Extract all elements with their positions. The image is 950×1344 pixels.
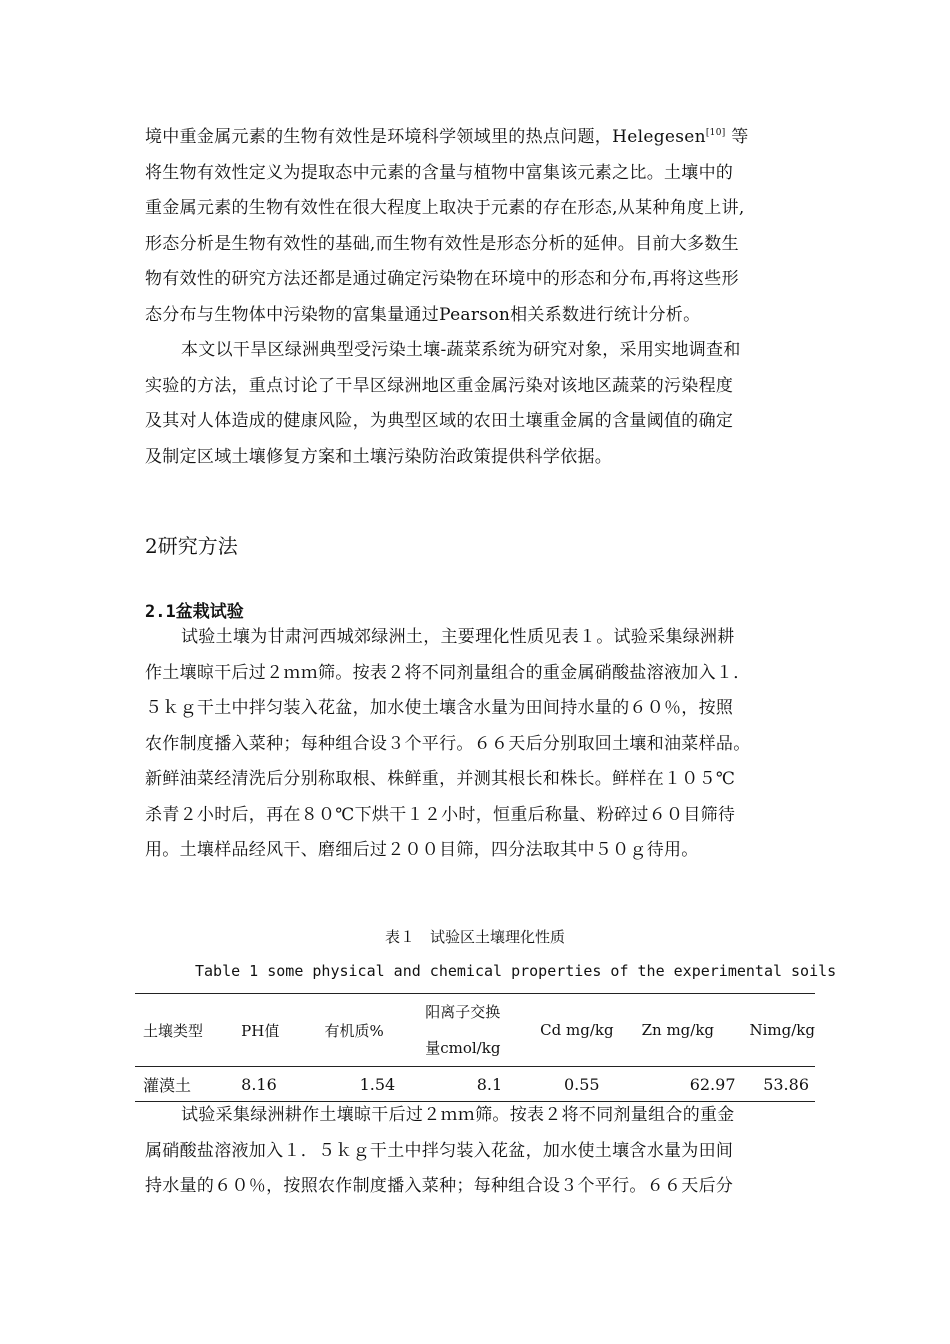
header-ph: PH值 bbox=[233, 994, 316, 1067]
text-line: 作土壤晾干后过２ｍｍ筛。按表２将不同剂量组合的重金属硝酸盐溶液加入１． bbox=[145, 662, 751, 683]
text-line: ５ｋｇ干土中拌匀装入花盆，加水使土壤含水量为田间持水量的６０％，按照 bbox=[145, 698, 734, 718]
header-cd: Cd mg/kg bbox=[532, 994, 633, 1067]
paragraph-pot-experiment bbox=[145, 620, 815, 869]
author-name: Helegesen bbox=[612, 127, 706, 147]
text-line: 物有效性的研究方法还都是通过确定污染物在环境中的形态和分布,再将这些形 bbox=[145, 269, 739, 289]
text-line: 属硝酸盐溶液加入１．５ｋｇ干土中拌匀装入花盆，加水使土壤含水量为田间 bbox=[145, 1140, 734, 1161]
table-caption-en: Table 1 some physical and chemical properties of the experimental soils bbox=[195, 962, 837, 980]
header-soil-type: 土壤类型 bbox=[135, 994, 233, 1067]
text-line: 本文以干旱区绿洲典型受污染土壤-蔬菜系统为研究对象，采用实地调查和 bbox=[181, 340, 741, 360]
text-line: 农作制度播入菜种；每种组合设３个平行。６６天后分别取回土壤和油菜样品。 bbox=[145, 733, 751, 754]
cell-organic: 1.54 bbox=[317, 1067, 418, 1102]
intro-paragraphs bbox=[145, 120, 815, 475]
paragraph-bioavailability bbox=[145, 120, 815, 333]
table-caption-cn: 表１ 试验区土壤理化性质 bbox=[384, 928, 565, 946]
cell-zn: 62.97 bbox=[634, 1067, 742, 1102]
citation-ref: [10] bbox=[705, 128, 726, 138]
text-line: 态分布与生物体中污染物的富集量通过Pearson相关系数进行统计分析。 bbox=[145, 304, 701, 325]
text-line: 持水量的６０％，按照农作制度播入菜种；每种组合设３个平行。６６天后分 bbox=[145, 1176, 734, 1196]
table-row bbox=[135, 1067, 815, 1102]
header-zn: Zn mg/kg bbox=[634, 994, 742, 1067]
header-cec: 阳离子交换 量cmol/kg bbox=[417, 994, 532, 1067]
cell-ni: 53.86 bbox=[742, 1067, 816, 1102]
cell-ph: 8.16 bbox=[233, 1067, 316, 1102]
header-organic: 有机质% bbox=[317, 994, 418, 1067]
text-line: 重金属元素的生物有效性在很大程度上取决于元素的存在形态,从某种角度上讲, bbox=[145, 198, 745, 218]
text-line: 形态分析是生物有效性的基础,而生物有效性是形态分析的延伸。目前大多数生 bbox=[145, 233, 739, 254]
soil-properties-table bbox=[135, 993, 815, 1102]
cell-cd: 0.55 bbox=[532, 1067, 633, 1102]
paragraph-objective bbox=[145, 333, 815, 475]
text-line: 及制定区域土壤修复方案和土壤污染防治政策提供科学依据。 bbox=[145, 446, 613, 467]
text-line: 及其对人体造成的健康风险，为典型区域的农田土壤重金属的含量阈值的确定 bbox=[145, 411, 734, 431]
text-line: 试验土壤为甘肃河西城郊绿洲土，主要理化性质见表１。试验采集绿洲耕 bbox=[181, 627, 735, 647]
text-line: 试验采集绿洲耕作土壤晾干后过２ｍｍ筛。按表２将不同剂量组合的重金 bbox=[181, 1105, 735, 1125]
cell-cec: 8.1 bbox=[417, 1067, 532, 1102]
subsection-title: 2.1盆栽试验 bbox=[145, 602, 244, 622]
text-line: 用。土壤样品经风干、磨细后过２００目筛，四分法取其中５０ｇ待用。 bbox=[145, 840, 699, 860]
header-ni: Nimg/kg bbox=[742, 994, 816, 1067]
text-line: 实验的方法，重点讨论了干旱区绿洲地区重金属污染对该地区蔬菜的污染程度 bbox=[145, 375, 734, 396]
section-title: 2研究方法 bbox=[145, 534, 238, 558]
text-line: 新鲜油菜经清洗后分别称取根、株鲜重，并测其根长和株长。鲜样在１０５℃ bbox=[145, 769, 736, 789]
text-line: 将生物有效性定义为提取态中元素的含量与植物中富集该元素之比。土壤中的 bbox=[145, 162, 734, 183]
text-fragment: 等 bbox=[725, 127, 749, 147]
text-line: 境中重金属元素的生物有效性是环境科学领域里的热点问题， bbox=[145, 127, 613, 147]
cell-soil-type: 灌漠土 bbox=[135, 1067, 233, 1102]
text-line: 杀青２小时后，再在８０℃下烘干１２小时，恒重后称量、粉碎过６０目筛待 bbox=[145, 804, 736, 825]
paragraph-repeat bbox=[145, 1098, 815, 1205]
table-header-row bbox=[135, 994, 815, 1067]
